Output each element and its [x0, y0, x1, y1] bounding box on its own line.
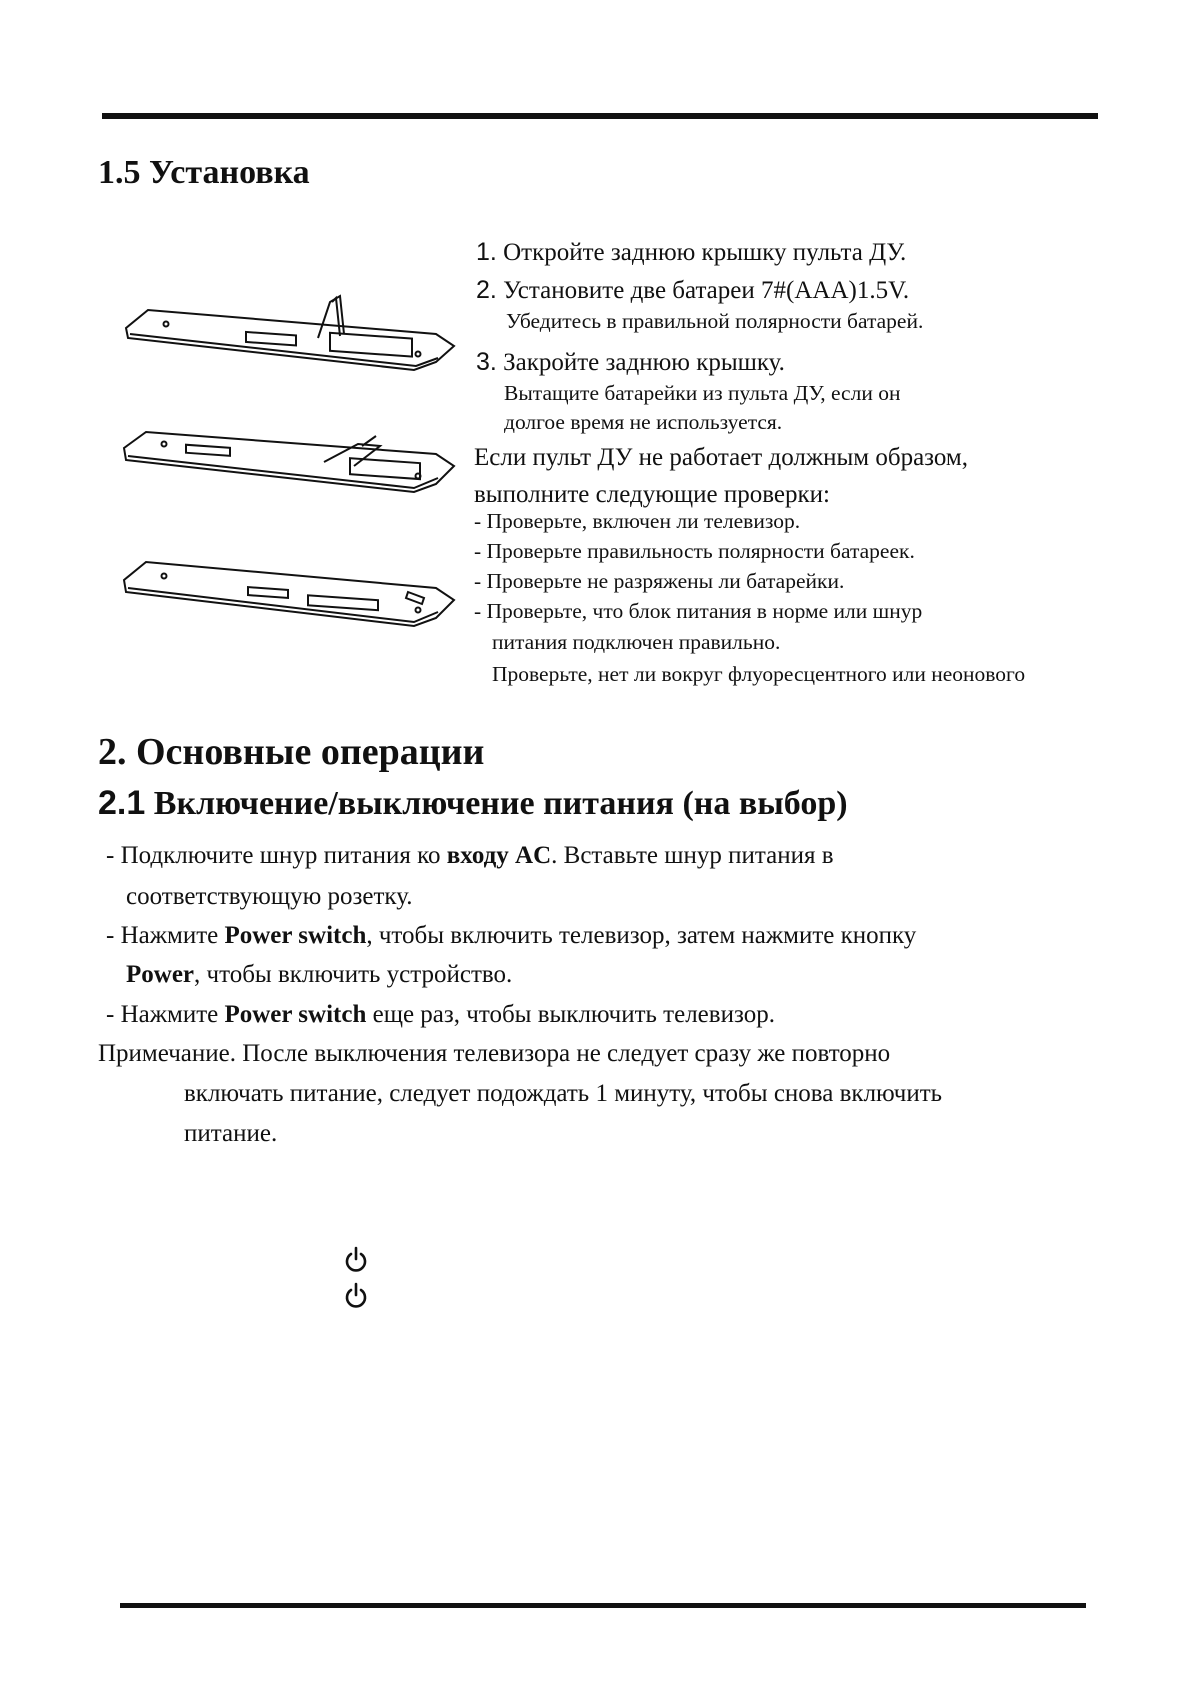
- step-3-note-2: долгое время не используется.: [504, 410, 783, 434]
- text: , чтобы включить телевизор, затем нажмите кнопку: [366, 922, 917, 949]
- check-item-continued: питания подключен правильно.: [492, 630, 781, 654]
- check-item: Проверьте, нет ли вокруг флуоресцентного или неонового: [492, 662, 1026, 686]
- step-number: 2.: [476, 276, 497, 304]
- step-text: Откройте заднюю крышку пульта ДУ.: [496, 239, 907, 266]
- step-3-note-1: Вытащите батарейки из пульта ДУ, если он: [504, 381, 901, 405]
- section-number: 2.1: [98, 784, 146, 822]
- check-item: - Проверьте правильность полярности батареек.: [474, 539, 915, 563]
- bold-text: Power switch: [224, 922, 367, 949]
- paragraph-1-line-2: соответствующую розетку.: [126, 883, 413, 910]
- step-number: 1.: [476, 238, 497, 266]
- paragraph-2-line-2: [126, 961, 512, 989]
- text: . Вставьте шнур питания в: [551, 842, 834, 869]
- check-item: - Проверьте, включен ли телевизор.: [474, 509, 801, 533]
- step-text: Установите две батареи 7#(AAA)1.5V.: [496, 277, 910, 304]
- power-icon: [343, 1282, 369, 1310]
- remote-cover-closed-image: [118, 548, 458, 648]
- note-line-2: включать питание, следует подождать 1 минуту, чтобы снова включить: [184, 1080, 943, 1107]
- paragraph-3: [106, 1001, 775, 1029]
- top-rule: [102, 113, 1098, 119]
- section-title-2-1: [98, 784, 848, 823]
- step-3: [476, 348, 785, 377]
- section-title-2: 2. Основные операции: [98, 731, 485, 773]
- paragraph-2-line-1: [106, 922, 916, 950]
- step-2: [476, 276, 909, 305]
- remote-cover-lifted-image: [118, 418, 458, 518]
- step-1: [476, 238, 906, 267]
- text: - Нажмите: [106, 1001, 225, 1028]
- check-item: - Проверьте, что блок питания в норме или шнур: [474, 599, 923, 623]
- power-icon: [343, 1246, 369, 1274]
- note-line-3: питание.: [184, 1120, 278, 1147]
- paragraph-1-line-1: [106, 842, 834, 870]
- check-item: - Проверьте не разряжены ли батарейки.: [474, 569, 845, 593]
- text: еще раз, чтобы выключить телевизор.: [366, 1001, 775, 1028]
- check-intro-2: выполните следующие проверки:: [474, 481, 830, 508]
- text: , чтобы включить устройство.: [194, 961, 513, 988]
- note-line-1: Примечание. После выключения телевизора не следует сразу же повторно: [98, 1040, 891, 1067]
- text: - Нажмите: [106, 922, 225, 949]
- section-title-text: Включение/выключение питания (на выбор): [145, 785, 848, 822]
- step-number: 3.: [476, 348, 497, 376]
- check-intro-1: Если пульт ДУ не работает должным образом,: [474, 444, 968, 471]
- bold-text: входу AC: [446, 842, 552, 869]
- step-text: Закройте заднюю крышку.: [496, 349, 785, 376]
- bottom-rule: [120, 1603, 1086, 1608]
- section-title-1-5: 1.5 Установка: [98, 154, 310, 191]
- text: - Подключите шнур питания ко: [106, 842, 447, 869]
- bold-text: Power switch: [224, 1001, 367, 1028]
- remote-open-cover-image: [118, 288, 458, 388]
- bold-text: Power: [126, 961, 195, 988]
- step-2-note: Убедитесь в правильной полярности батарей.: [506, 309, 924, 333]
